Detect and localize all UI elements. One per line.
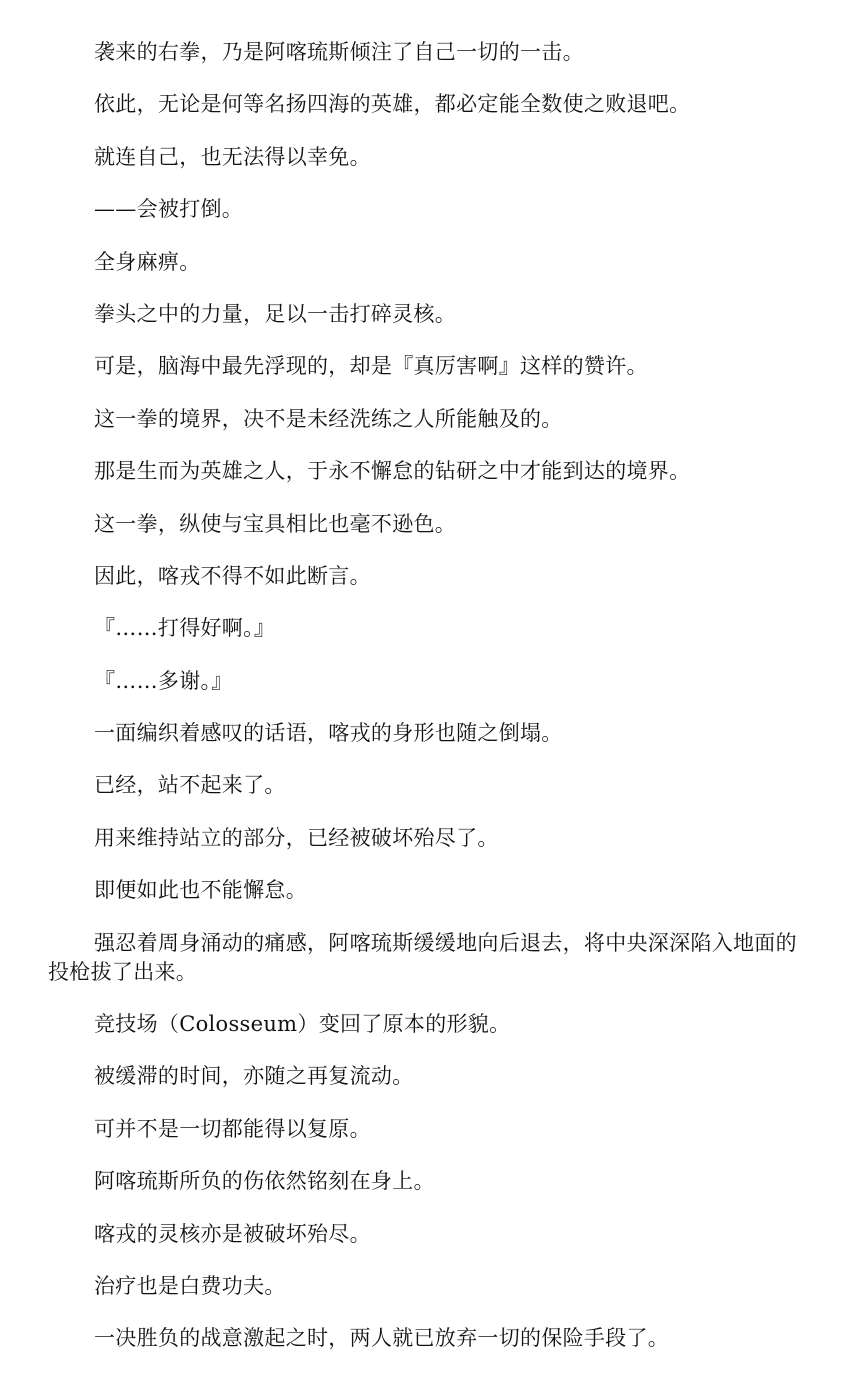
paragraph: ——会被打倒。 [94,197,244,222]
paragraph: 可是，脑海中最先浮现的，却是『真厉害啊』这样的赞许。 [94,354,648,379]
paragraph: 强忍着周身涌动的痛感，阿喀琉斯缓缓地向后退去，将中央深深陷入地面的投枪拔了出来。 [48,930,797,984]
paragraph: 竞技场（Colosseum）变回了原本的形貌。 [94,1012,511,1037]
paragraph: 被缓滞的时间，亦随之再复流动。 [94,1064,414,1089]
paragraph: 依此，无论是何等名扬四海的英雄，都必定能全数使之败退吧。 [94,92,691,117]
dialogue-line: 『……多谢。』 [94,668,233,693]
paragraph: 这一拳，纵使与宝具相比也毫不逊色。 [94,511,457,536]
paragraph: 治疗也是白费功夫。 [94,1273,286,1298]
paragraph: 因此，喀戎不得不如此断言。 [94,563,371,588]
paragraph: 这一拳的境界，决不是未经洗练之人所能触及的。 [94,406,563,431]
paragraph: 可并不是一切都能得以复原。 [94,1116,371,1141]
dialogue-line: 『……打得好啊。』 [94,616,276,641]
paragraph: 那是生而为英雄之人，于永不懈怠的钻研之中才能到达的境界。 [94,459,691,484]
paragraph: 已经，站不起来了。 [94,773,286,798]
paragraph: 一面编织着感叹的话语，喀戎的身形也随之倒塌。 [94,721,563,746]
paragraph: 一决胜负的战意激起之时，两人就已放弃一切的保险手段了。 [94,1326,670,1351]
paragraph: 即便如此也不能懈怠。 [94,878,307,903]
paragraph: 就连自己，也无法得以幸免。 [94,144,371,169]
paragraph: 喀戎的灵核亦是被破坏殆尽。 [94,1221,371,1246]
paragraph: 全身麻痹。 [94,249,201,274]
document-body [48,38,808,1377]
paragraph: 袭来的右拳，乃是阿喀琉斯倾注了自己一切的一击。 [94,40,584,64]
paragraph: 拳头之中的力量，足以一击打碎灵核。 [94,301,457,326]
paragraph: 阿喀琉斯所负的伤依然铭刻在身上。 [94,1169,435,1194]
paragraph: 用来维持站立的部分，已经被破坏殆尽了。 [94,825,499,850]
